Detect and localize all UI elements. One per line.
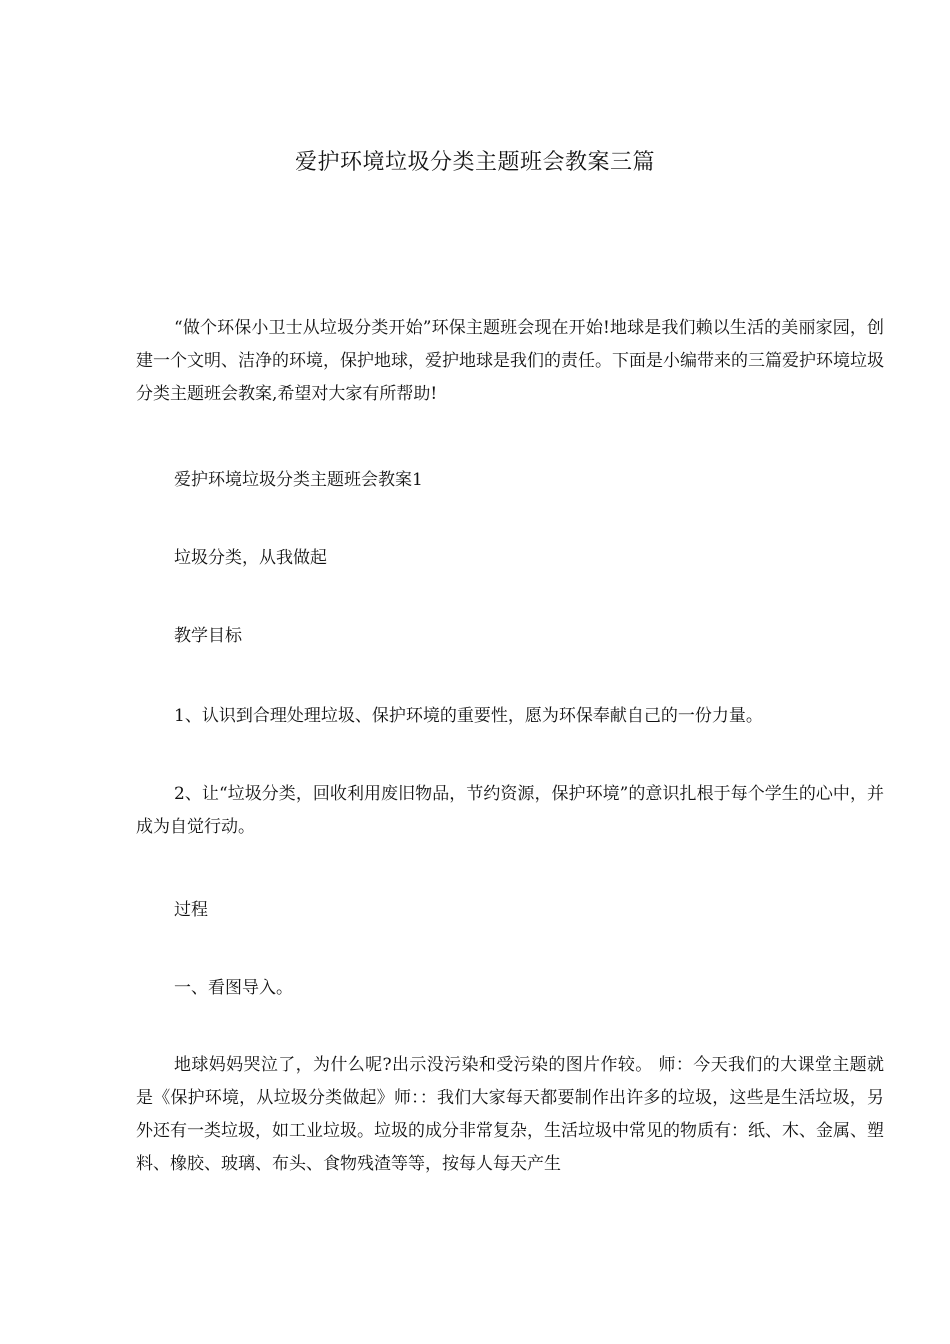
section-heading-lesson-plan-1: 爱护环境垃圾分类主题班会教案1	[174, 470, 423, 490]
heading-process: 过程	[174, 900, 208, 920]
document-title: 爱护环境垃圾分类主题班会教案三篇	[294, 150, 655, 175]
lesson-subtitle: 垃圾分类，从我做起	[174, 548, 327, 568]
process-step-1-heading: 一、看图导入。	[174, 978, 293, 998]
heading-teaching-objectives: 教学目标	[174, 626, 242, 646]
intro-paragraph: “做个环保小卫士从垃圾分类开始”环保主题班会现在开始!地球是我们赖以生活的美丽家园，创建一个文明、洁净的环境，保护地球，爱护地球是我们的责任。下面是小编带来的三篇爱护环境垃圾分类主题班会教案,希望对大家有所帮助!	[136, 318, 884, 404]
process-step-1-body: 地球妈妈哭泣了，为什么呢?出示没污染和受污染的图片作较。 师：今天我们的大课堂主题就是《保护环境，从垃圾分类做起》师：：我们大家每天都要制作出许多的垃圾，这些是生活垃圾，另外还有一类垃圾，如工业垃圾。垃圾的成分非常复杂，生活垃圾中常见的物质有：纸、木、金属、塑料、橡胶、玻璃、布头、食物残渣等等，按每人每天产生	[136, 1055, 884, 1174]
objective-item-2: 2、让“垃圾分类，回收利用废旧物品，节约资源，保护环境”的意识扎根于每个学生的心中，并成为自觉行动。	[136, 784, 884, 837]
objective-item-1: 1、认识到合理处理垃圾、保护环境的重要性，愿为环保奉献自己的一份力量。	[174, 706, 763, 726]
